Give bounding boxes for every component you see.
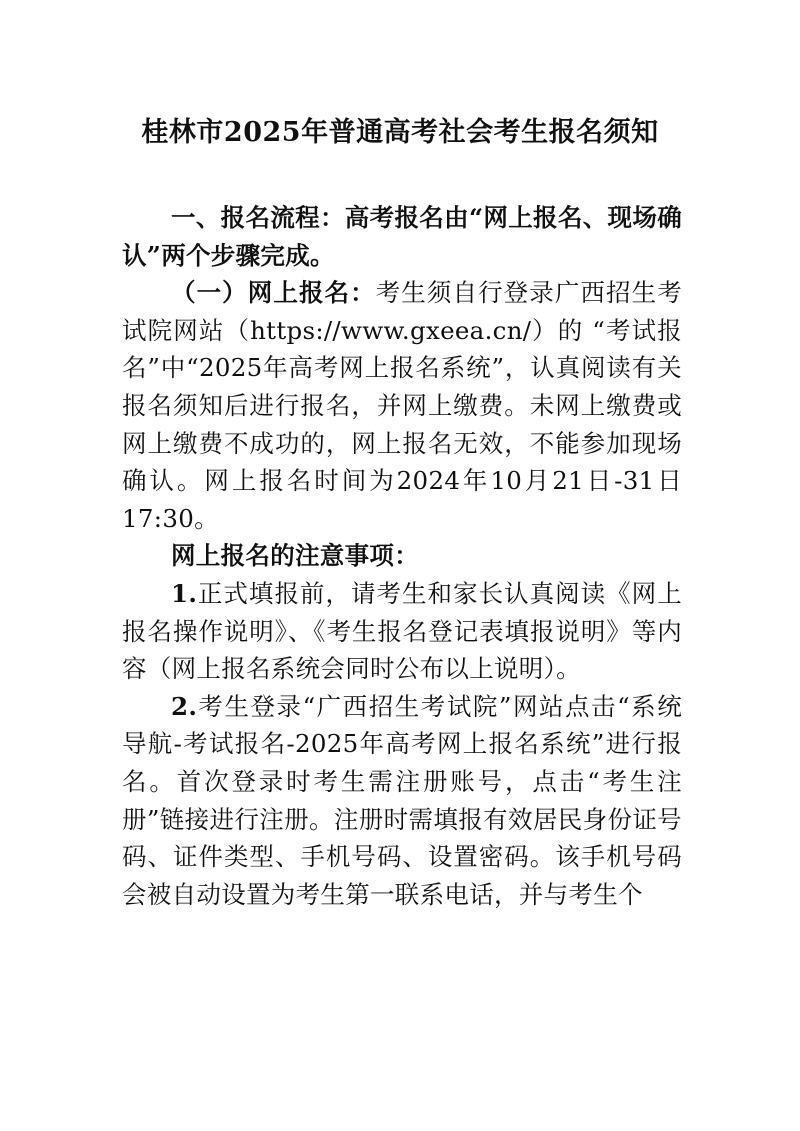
document-body [122, 199, 682, 913]
note-item-1-text: 正式填报前，请考生和家长认真阅读《网上报名操作说明》、《考生报名登记表填报说明》等内容（网上报名系统会同时公布以上说明）。 [122, 578, 682, 684]
note-item-2-text: 考生登录“广西招生考试院”网站点击“系统导航-考试报名-2025年高考网上报名系统”进行报名。首次登录时考生需注册账号，点击“考生注册”链接进行注册。注册时需填报有效居民身份证号码、证件类型、手机号码、设置密码。该手机号码会被自动设置为考生第一联系电话，并与考生个 [122, 691, 682, 909]
document-title: 桂林市2025年普通高考社会考生报名须知 [141, 117, 659, 148]
note-item-1 [122, 575, 682, 688]
online-registration-text: 考生须自行登录广西招生考试院网站（https://www.gxeea.cn/）的 “考试报名”中“2025年高考网上报名系统”，认真阅读有关报名须知后进行报名，并网上缴费。未网上缴费或网上缴费不成功的，网上报名无效，不能参加现场确认。网上报名时间为2024年10月21日-31日17:30。 [122, 278, 682, 533]
paragraph-online-registration [122, 274, 682, 537]
note-item-2-number: 2. [171, 691, 198, 721]
notes-heading: 网上报名的注意事项： [171, 541, 419, 571]
note-item-1-number: 1. [171, 578, 198, 608]
subsection-heading-online-registration: （一）网上报名： [171, 278, 376, 308]
note-item-2 [122, 688, 682, 914]
section-heading-registration-process: 一、报名流程：高考报名由“网上报名、现场确认”两个步骤完成。 [122, 203, 682, 270]
